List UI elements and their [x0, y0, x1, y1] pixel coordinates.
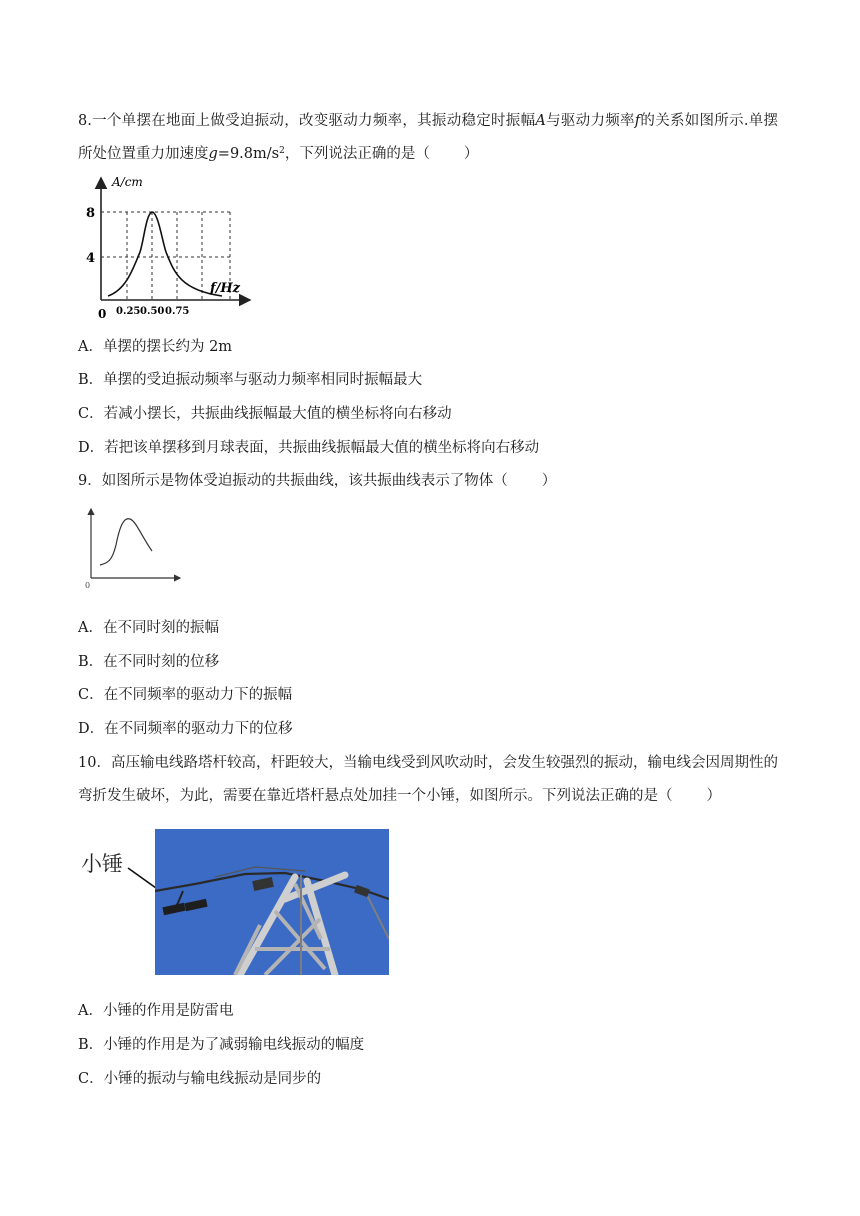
q10-tower-photo [155, 829, 389, 975]
q9-stem: 9．如图所示是物体受迫振动的共振曲线，该共振曲线表示了物体（ ） [78, 473, 557, 489]
q9-option-c: C．在不同频率的驱动力下的振幅 [78, 687, 293, 703]
q9-origin: 0 [85, 581, 91, 590]
q9-resonance-graph [82, 505, 184, 590]
q8-y-label: A/cm [112, 175, 143, 189]
q9-resonance-curve [100, 519, 152, 565]
q8-y-tick-8: 8 [86, 206, 96, 221]
q8-x-tick-025: 0.25 [116, 306, 141, 317]
q8-origin: 0 [98, 307, 107, 321]
q10-option-a: A．小锤的作用是防雷电 [78, 1003, 234, 1019]
q10-option-c: C．小锤的振动与输电线振动是同步的 [78, 1071, 322, 1087]
q8-x-tick-050: 0.50 [140, 306, 165, 317]
sky-background [155, 829, 389, 975]
q8-x-label: f/Hz [210, 281, 241, 296]
q8-resonance-graph [80, 172, 255, 330]
q8-option-a: A．单摆的摆长约为 2m [78, 339, 233, 355]
q9-option-b: B．在不同时刻的位移 [78, 654, 220, 670]
q8-resonance-curve [108, 212, 222, 296]
q10-option-b: B．小锤的作用是为了减弱输电线振动的幅度 [78, 1037, 365, 1053]
q8-y-tick-4: 4 [86, 251, 96, 266]
q9-option-d: D．在不同频率的驱动力下的位移 [78, 721, 293, 737]
q9-option-a: A．在不同时刻的振幅 [78, 620, 219, 636]
q10-photo-label: 小锤 [81, 852, 123, 876]
q8-option-b: B．单摆的受迫振动频率与驱动力频率相同时振幅最大 [78, 372, 423, 388]
q8-option-c: C．若减小摆长，共振曲线振幅最大值的横坐标将向右移动 [78, 406, 452, 422]
q8-x-tick-075: 0.75 [165, 306, 190, 317]
q8-stem: 8.一个单摆在地面上做受迫振动，改变驱动力频率，其振动稳定时振幅A与驱动力频率f的关系如图所示.单摆所处位置重力加速度$g=9.8m/s^2$，下列说法正确的是（ ） [78, 113, 779, 162]
q10-stem: 10．高压输电线路塔杆较高，杆距较大，当输电线受到风吹动时，会发生较强烈的振动，输电线会因周期性的弯折发生破坏，为此，需要在靠近塔杆悬点处加挂一个小锤，如图所示。下列说法正确的是（ ） [78, 755, 778, 804]
q8-option-d: D．若把该单摆移到月球表面，共振曲线振幅最大值的横坐标将向右移动 [78, 440, 540, 456]
